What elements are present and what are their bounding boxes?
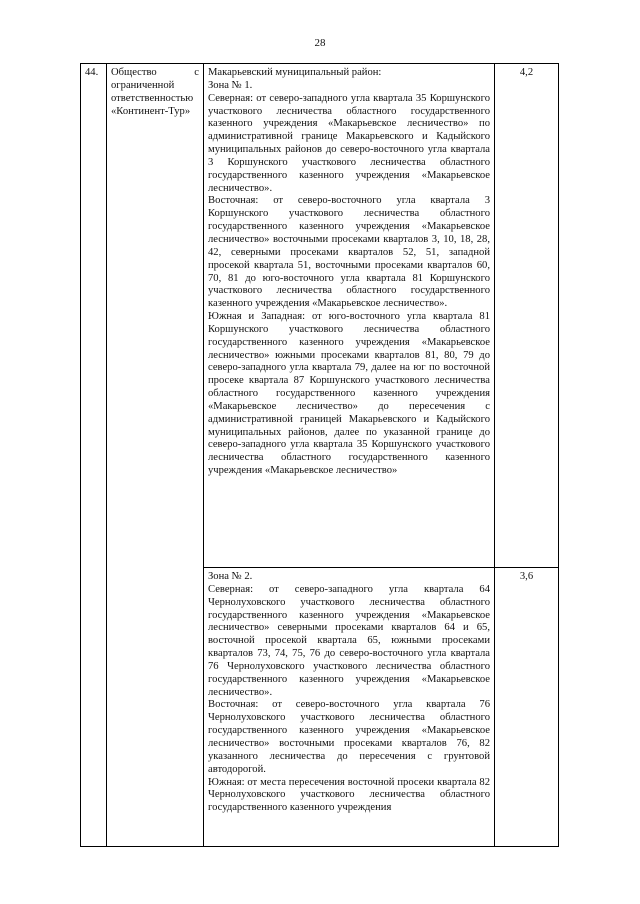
zones-table (80, 63, 559, 847)
zone-boundary-east: Восточная: от северо-восточного угла квартала 3 Коршунского участкового лесничества областного государственного казенного учреждения «Макарьевское лесничество» восточными просеками кварталов 3, 10, 18, 28, 42, северными просеками кварталов 52, 51, западной просекой квартала 51, восточными просеками кварталов 60, 70, 81 до юго-восточного угла квартала 81 Коршунского участкового лесничества областного государственного казенного учреждения «Макарьевское лесничество». (208, 195, 490, 310)
zone-boundary-east: Восточная: от северо-восточного угла квартала 76 Чернолуховского участкового лесничества областного государственного казенного учреждения «Макарьевское лесничество» восточными просеками кварталов 76, 82 указанного лесничества до пересечения с грунтовой автодорогой. (208, 699, 490, 775)
zone-boundary-north: Северная: от северо-западного угла квартала 35 Коршунского участкового лесничества областного государственного казенного учреждения «Макарьевское лесничество» по административной границе Макарьевского и Кадыйского муниципальных районов до северо-восточного угла квартала 3 Коршунского участкового лесничества областного государственного казенного учреждения «Макарьевское лесничество». (208, 92, 490, 194)
zone-2-description (204, 568, 495, 847)
zone-boundary-south: Южная: от места пересечения восточной просеки квартала 82 Чернолуховского участкового лесничества областного государственного казенного учреждения (208, 776, 490, 814)
page-number: 28 (314, 37, 326, 49)
zone-title: Зона № 1. (208, 79, 253, 91)
row-number: 44. (81, 64, 107, 847)
zone-1-description (204, 64, 495, 568)
zone-boundary-north: Северная: от северо-западного угла квартала 64 Чернолуховского участкового лесничества областного государственного казенного учреждения «Макарьевское лесничество» северными просеками кварталов 64 и 65, восточной просекой квартала 65, южными просеками кварталов 73, 74, 75, 76 до северо-восточного угла квартала 76 Чернолуховского участкового лесничества областного государственного казенного учреждения «Макарьевское лесничество». (208, 583, 490, 698)
zone-boundary-south-west: Южная и Западная: от юго-восточного угла квартала 81 Коршунского участкового лесничества областного государственного казенного учреждения «Макарьевское лесничество» южными просеками кварталов 81, 80, 79 до северо-западного угла квартала 79, далее на юг по восточной просеке квартала 87 Коршунского участкового лесничества областного государственного казенного учреждения «Макарьевское лесничество» до пересечения с административной границей Макарьевского и Кадыйского муниципальных районов, далее по указанной границе до северо-западного угла квартала 35 Коршунского участкового лесничества областного государственного казенного учреждения «Макарьевское лесничество» (208, 311, 490, 477)
zone-2-value: 3,6 (495, 568, 559, 847)
organization-name: Общество с ограниченной ответственностью «Континент-Тур» (107, 64, 204, 847)
table-row (81, 64, 559, 568)
zone-title: Зона № 2. (208, 571, 253, 582)
district-heading: Макарьевский муниципальный район: (208, 67, 382, 78)
zone-1-value: 4,2 (495, 64, 559, 568)
